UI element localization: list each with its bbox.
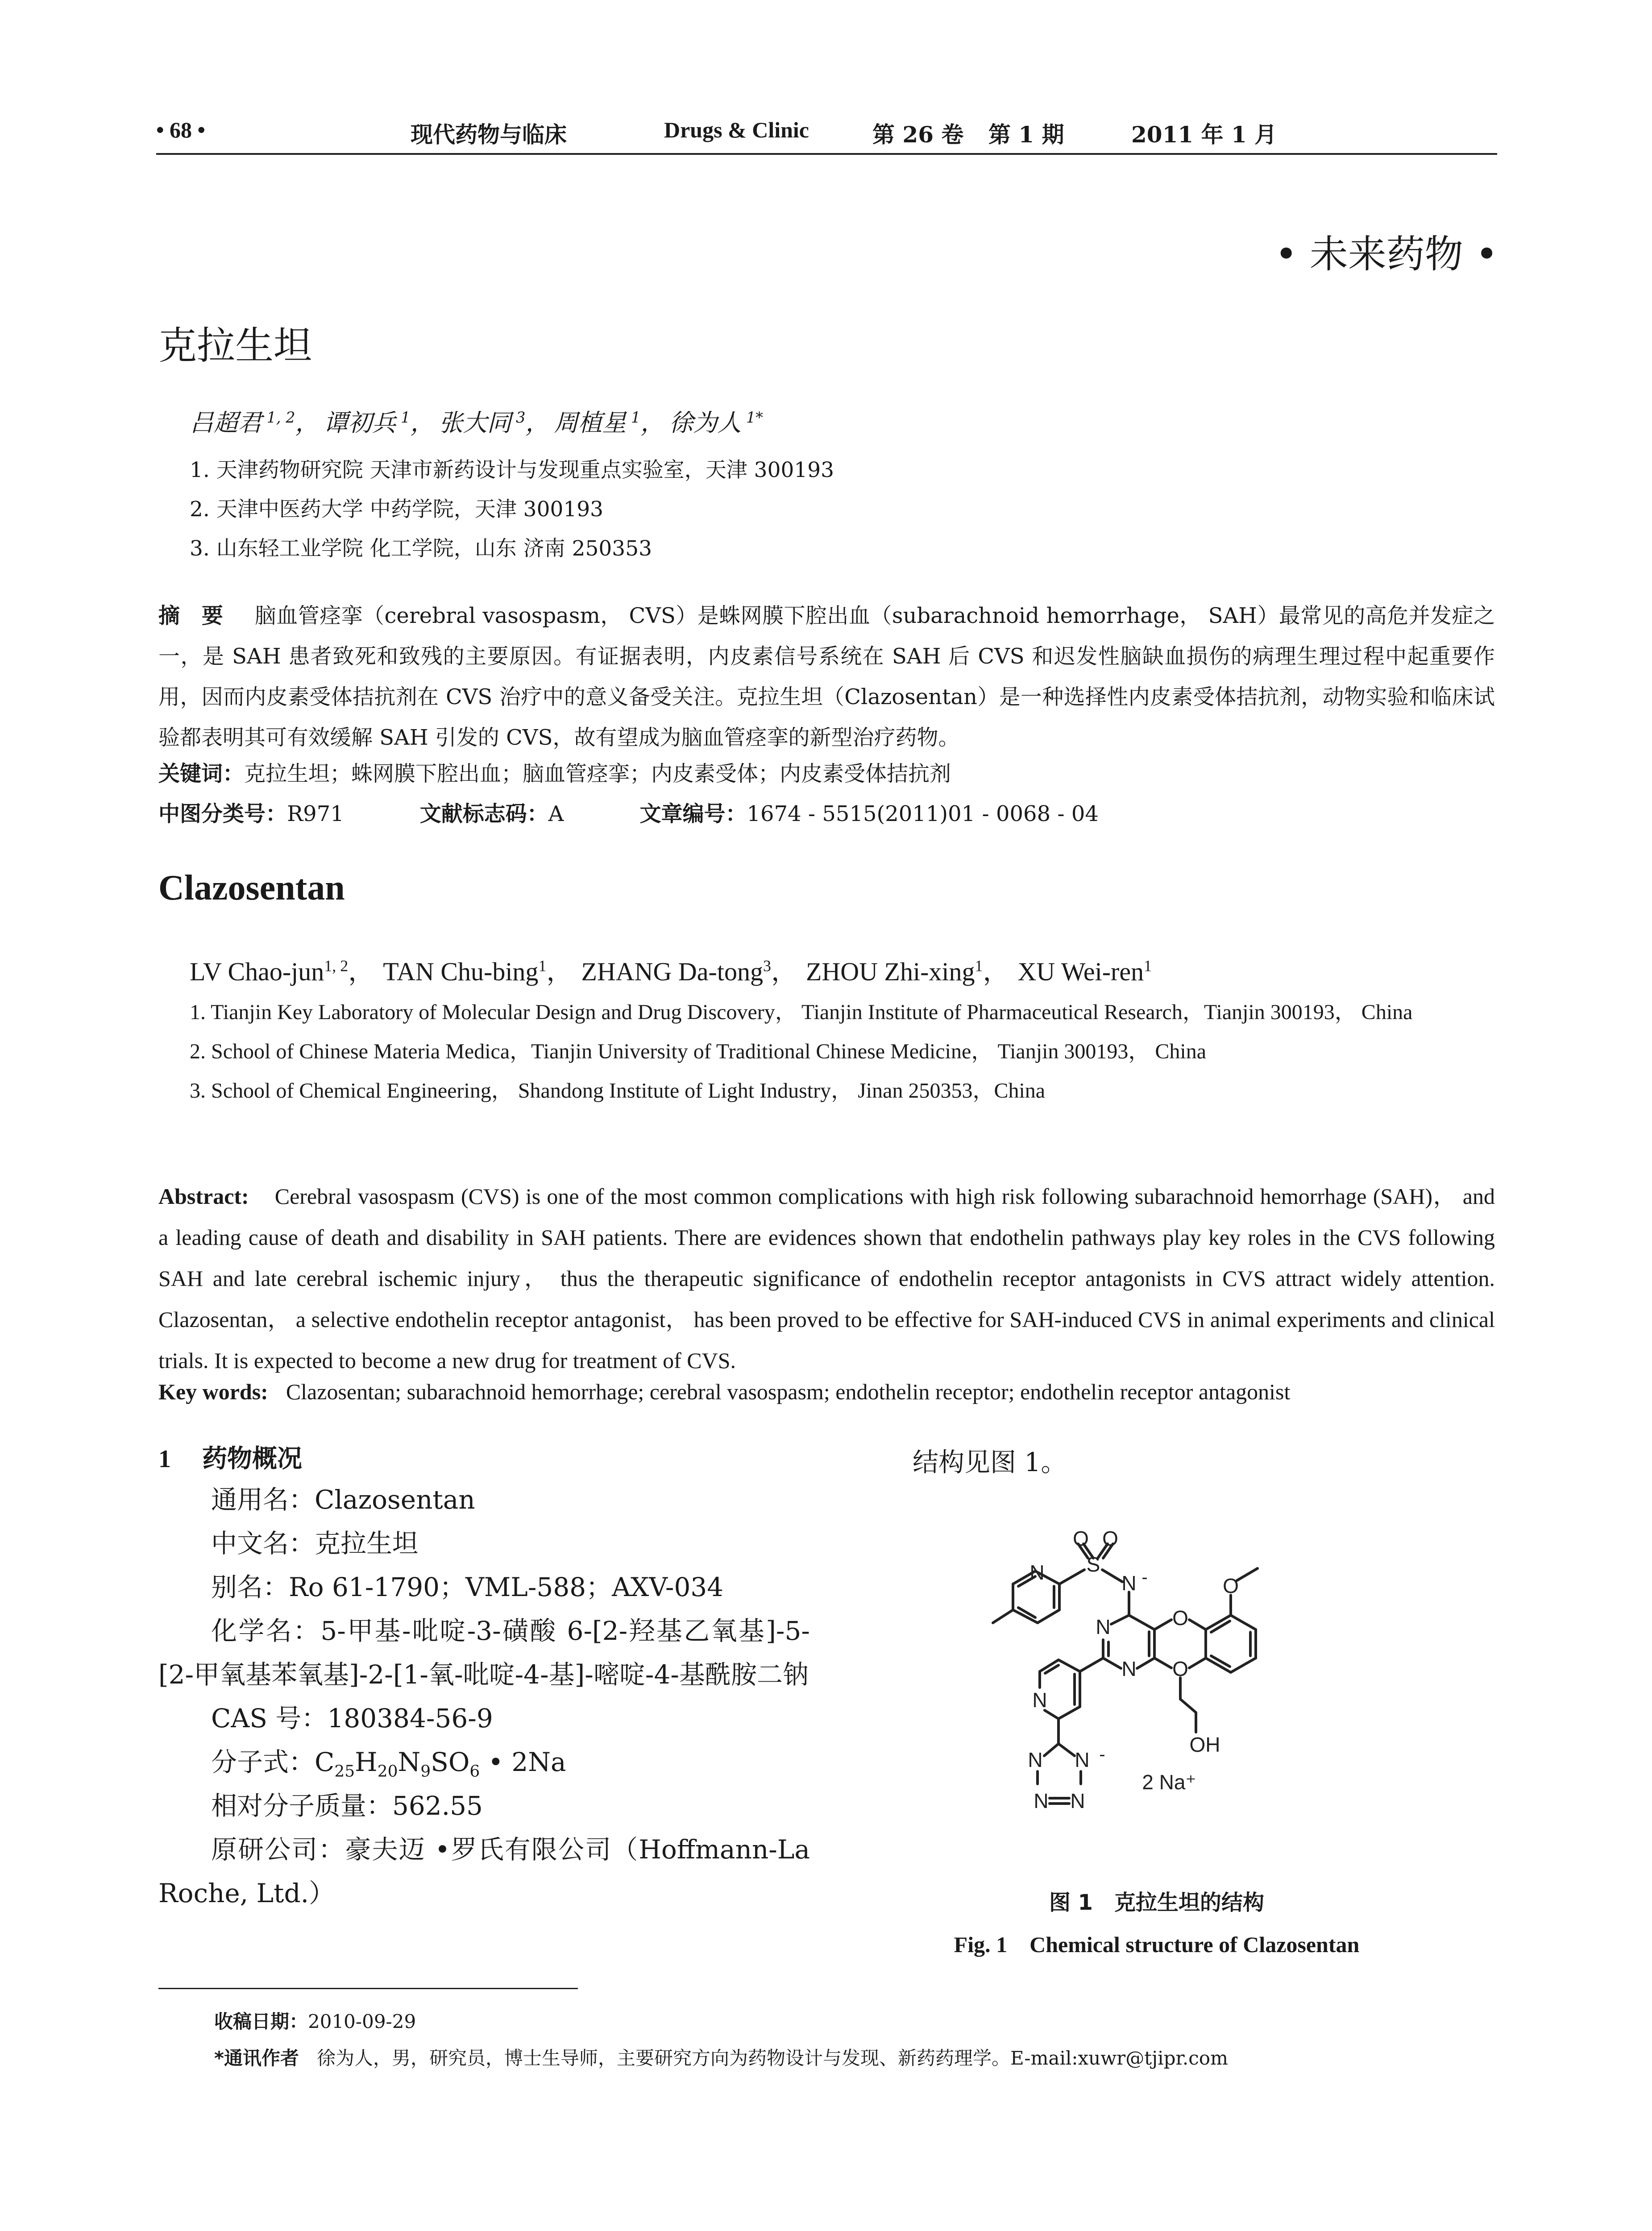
journal-title-cn: 现代药物与临床 bbox=[411, 121, 567, 148]
hydroxyl-group: OH bbox=[1189, 1733, 1220, 1756]
affiliation-en-2: 2. School of Chinese Materia Medica，Tianjin University of Traditional Chinese Medicine， Tianjin 300193， China bbox=[190, 1040, 1207, 1063]
abstract-cn bbox=[158, 596, 1495, 758]
tetrazole-nitrogen-1: N bbox=[1028, 1748, 1043, 1771]
en-author-separator: ， bbox=[546, 957, 573, 986]
dioxin-oxygen-2: O bbox=[1172, 1657, 1188, 1680]
cn-author-affiliation-mark: 1* bbox=[741, 409, 763, 426]
en-author-name: TAN Chu-bing bbox=[383, 957, 539, 986]
keywords-en-text: Clazosentan; subarachnoid hemorrhage; cerebral vasospasm; endothelin receptor; endothelin receptor antagonist bbox=[286, 1379, 1291, 1404]
cas-number: CAS 号：180384-56-9 bbox=[211, 1703, 493, 1733]
cn-author-affiliation-mark: 3 bbox=[511, 409, 526, 426]
received-date bbox=[214, 2007, 416, 2034]
affiliations-en bbox=[190, 993, 1470, 1111]
cn-author-separator: ， bbox=[525, 409, 550, 437]
en-author-name: ZHOU Zhi-xing bbox=[805, 957, 975, 986]
sodium-counterions: 2 Na⁺ bbox=[1142, 1771, 1196, 1794]
page-number: • 68 • bbox=[156, 117, 206, 142]
article-no-label: 文章编号： bbox=[639, 801, 747, 826]
corresponding-author bbox=[214, 2044, 1228, 2070]
authors-cn bbox=[190, 404, 763, 438]
en-author-affiliation-mark: 1 bbox=[538, 957, 547, 975]
authors-en bbox=[190, 950, 1152, 988]
footnote-rule bbox=[158, 1988, 578, 1989]
en-author-affiliation-mark: 1, 2 bbox=[324, 957, 349, 975]
abstract-cn-label: 摘 要 bbox=[158, 603, 224, 628]
pyridine-nitrogen-2: N bbox=[1032, 1688, 1047, 1712]
cn-author-affiliation-mark: 1 bbox=[626, 409, 641, 426]
affiliation-en-3: 3. School of Chemical Engineering， Shandong Institute of Light Industry， Jinan 250353，China bbox=[190, 1079, 1046, 1103]
issue: 第 1 期 bbox=[988, 121, 1064, 148]
received-value: 2010-09-29 bbox=[308, 2011, 416, 2032]
title-cn: 克拉生坦 bbox=[158, 323, 312, 368]
en-author-name: ZHANG Da-tong bbox=[581, 957, 763, 986]
cn-author-name: 徐为人 bbox=[669, 409, 742, 437]
abstract-en-label: Abstract: bbox=[158, 1184, 249, 1209]
doc-code-label: 文献标志码： bbox=[419, 801, 548, 826]
en-author-affiliation-mark: 3 bbox=[763, 957, 771, 975]
volume: 第 26 卷 bbox=[872, 121, 964, 148]
classification-line bbox=[158, 796, 1099, 827]
abstract-en-text: Cerebral vasospasm (CVS) is one of the most common complications with high risk following subarachnoid hemorrhage (SAH)， and a leading cause of death and disability in SAH patients. There are evidences shown that endothelin pathways play key roles in the CVS following SAH and late cerebral ischemic injury， thus the therapeutic significance of endothelin receptor antagonists in CVS attract widely attention. Clazosentan， a selective endothelin receptor antagonist， has been proved to be effective for SAH-induced CVS in animal experiments and clinical trials. It is expected to become a new drug for treatment of CVS. bbox=[158, 1184, 1495, 1373]
keywords-en bbox=[158, 1379, 1290, 1405]
abstract-en bbox=[158, 1176, 1495, 1381]
corresponding-label: *通讯作者 bbox=[214, 2047, 299, 2069]
sulfonyl-oxygen-2: O bbox=[1102, 1530, 1118, 1550]
cn-author-affiliation-mark: 1, 2 bbox=[262, 409, 295, 426]
cn-author-affiliation-mark: 1 bbox=[396, 409, 411, 426]
en-author-separator: ， bbox=[771, 957, 797, 986]
section-1-heading bbox=[158, 1439, 302, 1475]
cn-author-separator: ， bbox=[640, 409, 665, 437]
tetrazole-charge: - bbox=[1099, 1745, 1105, 1764]
cn-author-separator: ， bbox=[295, 409, 320, 437]
generic-name: 通用名：Clazosentan bbox=[211, 1485, 475, 1515]
molecular-formula bbox=[158, 1740, 810, 1784]
tetrazole-nitrogen-3: N bbox=[1034, 1789, 1049, 1812]
originator-company: 原研公司：豪夫迈 •罗氏有限公司（Hoffmann-La Roche, Ltd.） bbox=[158, 1834, 810, 1908]
affiliations-cn bbox=[190, 451, 834, 568]
keywords-cn bbox=[158, 756, 951, 787]
en-author-affiliation-mark: 1 bbox=[1144, 957, 1152, 975]
structure-reference: 结构见图 1。 bbox=[913, 1447, 1067, 1477]
sulfonamide-charge: - bbox=[1141, 1568, 1148, 1587]
en-author-separator: ， bbox=[983, 957, 1009, 986]
tetrazole-nitrogen-4: N bbox=[1070, 1789, 1085, 1812]
header-rule bbox=[156, 153, 1497, 155]
cn-author-name: 张大同 bbox=[439, 409, 511, 437]
corresponding-text: 徐为人，男，研究员，博士生导师，主要研究方向为药物设计与发现、新药药理学。E-mail:xuwr@tjipr.com bbox=[316, 2047, 1228, 2069]
cn-author-name: 周植星 bbox=[554, 409, 627, 437]
section-tag: • 未来药物 • bbox=[1274, 232, 1498, 277]
methoxy-oxygen: O bbox=[1223, 1574, 1239, 1597]
en-author-name: XU Wei-ren bbox=[1017, 957, 1144, 986]
affiliation-en-1: 1. Tianjin Key Laboratory of Molecular Design and Drug Discovery， Tianjin Institute of Pharmaceutical Research，Tianjin 300193， China bbox=[190, 1000, 1413, 1024]
affiliation-cn-3: 3. 山东轻工业学院 化工学院，山东 济南 250353 bbox=[190, 536, 652, 561]
sulfonamide-nitrogen: N bbox=[1121, 1572, 1137, 1595]
pyrimidine-nitrogen-1: N bbox=[1096, 1615, 1111, 1638]
keywords-en-label: Key words: bbox=[158, 1379, 268, 1404]
clazosentan-structure bbox=[982, 1530, 1321, 1879]
chinese-name: 中文名：克拉生坦 bbox=[211, 1528, 419, 1559]
sulfur-atom: S bbox=[1086, 1553, 1100, 1576]
en-author-name: LV Chao-jun bbox=[190, 957, 324, 986]
cn-author-separator: ， bbox=[410, 409, 435, 437]
article-no-value: 1674 - 5515(2011)01 - 0068 - 04 bbox=[747, 801, 1099, 826]
journal-title-en: Drugs & Clinic bbox=[664, 117, 809, 142]
figure-caption-en: Fig. 1 Chemical structure of Clazosentan bbox=[954, 1932, 1360, 1957]
abstract-cn-text: 脑血管痉挛（cerebral vasospasm， CVS）是蛛网膜下腔出血（subarachnoid hemorrhage， SAH）最常见的高危并发症之一，是 SAH 患者致死和致残的主要原因。有证据表明，内皮素信号系统在 SAH 后 CVS 和迟发性脑缺血损伤的病理生理过程中起重要作用，因而内皮素受体拮抗剂在 CVS 治疗中的意义备受关注。克拉生坦（Clazosentan）是一种选择性内皮素受体拮抗剂，动物实验和临床试验都表明其可有效缓解 SAH 引发的 CVS，故有望成为脑血管痉挛的新型治疗药物。 bbox=[158, 603, 1495, 750]
received-label: 收稿日期： bbox=[214, 2011, 308, 2032]
chemical-name: 化学名：5-甲基-吡啶-3-磺酸 6-[2-羟基乙氧基]-5-[2-甲氧基苯氧基]-2-[1-氧-吡啶-4-基]-嘧啶-4-基酰胺二钠 bbox=[158, 1616, 810, 1690]
affiliation-cn-1: 1. 天津药物研究院 天津市新药设计与发现重点实验室，天津 300193 bbox=[190, 458, 834, 482]
pyridine-nitrogen-1: N bbox=[1029, 1561, 1045, 1584]
clc-value: R971 bbox=[287, 801, 344, 826]
formula-c: C bbox=[315, 1747, 335, 1777]
doc-code-value: A bbox=[548, 801, 564, 826]
tetrazole-nitrogen-2: N bbox=[1075, 1748, 1090, 1771]
formula-n-count: 9 bbox=[420, 1762, 431, 1781]
sulfonyl-oxygen-1: O bbox=[1073, 1530, 1089, 1550]
keywords-cn-text: 克拉生坦；蛛网膜下腔出血；脑血管痉挛；内皮素受体；内皮素受体拮抗剂 bbox=[244, 761, 951, 786]
formula-c-count: 25 bbox=[334, 1762, 355, 1781]
dioxin-oxygen-1: O bbox=[1172, 1606, 1188, 1630]
formula-salt: • 2Na bbox=[480, 1747, 566, 1777]
drug-overview bbox=[158, 1478, 810, 1915]
affiliation-cn-2: 2. 天津中医药大学 中药学院，天津 300193 bbox=[190, 497, 604, 522]
section-1-title: 药物概况 bbox=[202, 1444, 302, 1473]
formula-o-count: 6 bbox=[469, 1762, 480, 1781]
issue-date: 2011 年 1 月 bbox=[1131, 121, 1277, 148]
formula-h-count: 20 bbox=[377, 1762, 398, 1781]
molecular-weight: 相对分子质量：562.55 bbox=[211, 1791, 483, 1821]
formula-n: N bbox=[398, 1747, 421, 1777]
section-1-number: 1 bbox=[158, 1445, 171, 1473]
keywords-cn-label: 关键词： bbox=[158, 761, 245, 786]
pyrimidine-nitrogen-2: N bbox=[1121, 1657, 1137, 1680]
formula-label: 分子式： bbox=[211, 1747, 315, 1777]
title-en: Clazosentan bbox=[158, 868, 345, 908]
clc-label: 中图分类号： bbox=[158, 801, 287, 826]
en-author-affiliation-mark: 1 bbox=[975, 957, 983, 975]
alias: 别名：Ro 61-1790；VML-588；AXV-034 bbox=[211, 1572, 724, 1602]
cn-author-name: 吕超君 bbox=[190, 409, 262, 437]
formula-so: SO bbox=[431, 1747, 470, 1777]
formula-h: H bbox=[355, 1747, 378, 1777]
figure-caption-cn: 图 1 克拉生坦的结构 bbox=[1049, 1890, 1265, 1915]
cn-author-name: 谭初兵 bbox=[324, 409, 396, 437]
en-author-separator: ， bbox=[348, 957, 374, 986]
